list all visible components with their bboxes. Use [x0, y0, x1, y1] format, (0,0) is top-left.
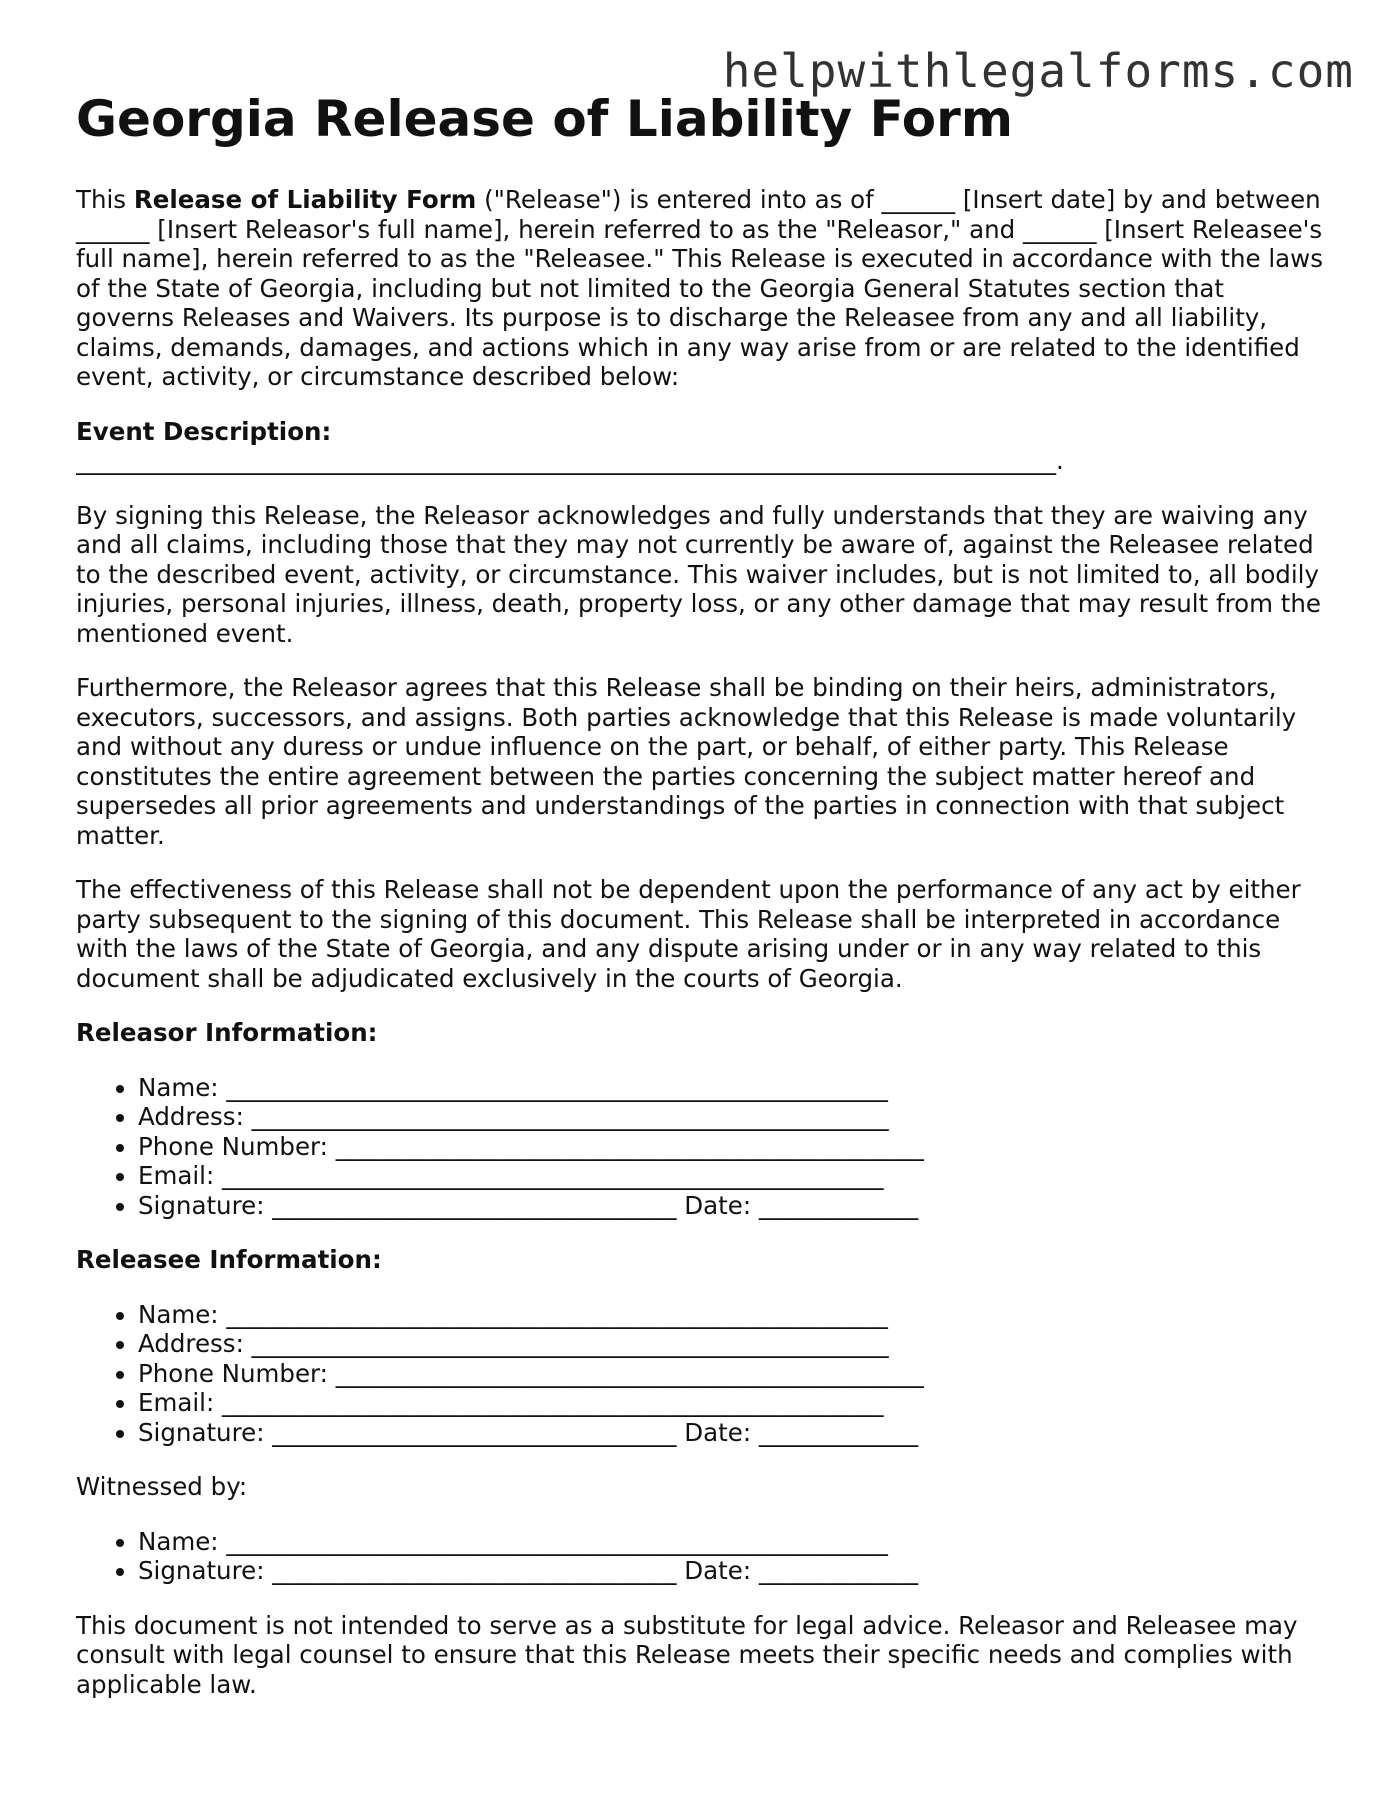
releasee-heading: Releasee Information:: [76, 1245, 382, 1274]
event-description-line[interactable]: ________________________________________________________________________________.: [76, 446, 1064, 475]
intro-bold-term: Release of Liability Form: [133, 185, 477, 214]
releasor-fields: [76, 1073, 1326, 1221]
releasee-address-field[interactable]: • Address: ____________________________________________________: [138, 1329, 1326, 1359]
witness-name-field[interactable]: • Name: ______________________________________________________: [138, 1527, 1326, 1557]
releasor-name-field[interactable]: • Name: ______________________________________________________: [138, 1073, 1326, 1103]
releasee-email-field[interactable]: • Email: ______________________________________________________: [138, 1388, 1326, 1418]
site-watermark: helpwithlegalforms.com: [722, 44, 1354, 98]
intro-rest: ("Release") is entered into as of ______ [Insert date] by and between ______ [Insert Releasor's full name], herein referred to as the "Releasor," and ______ [Insert Releasee's full name], herein referred to as the "Releasee." This Release is executed in accordance with the laws of the State of Georgia, including but not limited to the Georgia General Statutes section that governs Releases and Waivers. Its purpose is to discharge the Releasee from any and all liability, claims, demands, damages, and actions which in any way arise from or are related to the identified event, activity, or circumstance described below:: [76, 185, 1323, 391]
releasor-heading: Releasor Information:: [76, 1018, 378, 1047]
releasor-address-field[interactable]: • Address: ____________________________________________________: [138, 1102, 1326, 1132]
intro-paragraph: [76, 185, 1326, 392]
document-page: [76, 92, 1326, 1724]
releasor-email-field[interactable]: • Email: ______________________________________________________: [138, 1161, 1326, 1191]
releasor-signature-field[interactable]: • Signature: _________________________________ Date: _____________: [138, 1191, 1326, 1221]
waiver-paragraph: By signing this Release, the Releasor acknowledges and fully understands that they are waiving any and all claims, including those that they may not currently be aware of, against the Releasee related to the described event, activity, or circumstance. This waiver includes, but is not limited to, all bodily injuries, personal injuries, illness, death, property loss, or any other damage that may result from the mentioned event.: [76, 500, 1321, 648]
releasee-name-field[interactable]: • Name: ______________________________________________________: [138, 1300, 1326, 1330]
governing-law-paragraph: The effectiveness of this Release shall not be dependent upon the performance of any act by either party subsequent to the signing of this document. This Release shall be interpreted in accordance with the laws of the State of Georgia, and any dispute arising under or in any way related to this document shall be adjudicated exclusively in the courts of Georgia.: [76, 875, 1301, 993]
event-description-heading: Event Description:: [76, 416, 332, 446]
witness-heading: Witnessed by:: [76, 1472, 248, 1501]
releasee-signature-field[interactable]: • Signature: _________________________________ Date: _____________: [138, 1418, 1326, 1448]
disclaimer-paragraph: This document is not intended to serve as a substitute for legal advice. Releasor and Releasee may consult with legal counsel to ensure that this Release meets their specific needs and complies with applicable law.: [76, 1610, 1298, 1699]
binding-paragraph: Furthermore, the Releasor agrees that this Release shall be binding on their heirs, administrators, executors, successors, and assigns. Both parties acknowledge that this Release is made voluntarily and without any duress or undue influence on the part, or behalf, of either party. This Release constitutes the entire agreement between the parties concerning the subject matter hereof and supersedes all prior agreements and understandings of the parties in connection with that subject matter.: [76, 673, 1297, 850]
intro-lead: This: [76, 185, 134, 214]
page-title: Georgia Release of Liability Form: [76, 90, 1013, 148]
releasor-phone-field[interactable]: • Phone Number: ________________________________________________: [138, 1132, 1326, 1162]
witness-fields: [76, 1527, 1326, 1586]
releasee-fields: [76, 1300, 1326, 1448]
releasee-phone-field[interactable]: • Phone Number: ________________________________________________: [138, 1359, 1326, 1389]
witness-signature-field[interactable]: • Signature: _________________________________ Date: _____________: [138, 1556, 1326, 1586]
